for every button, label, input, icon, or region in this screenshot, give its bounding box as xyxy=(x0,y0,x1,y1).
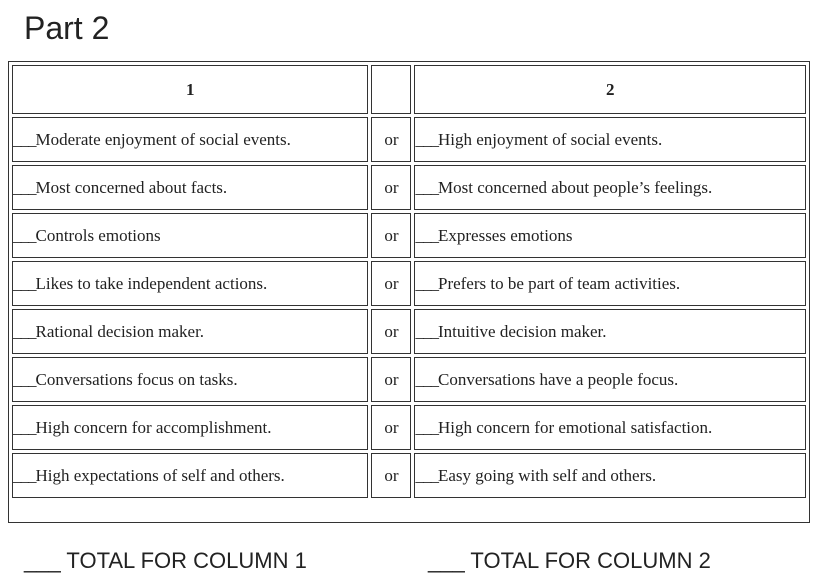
right-statement: Easy going with self and others. xyxy=(437,465,657,485)
row-left-cell xyxy=(12,261,368,306)
table-row xyxy=(12,117,806,162)
table-row xyxy=(12,261,806,306)
answer-blank[interactable]: ___ xyxy=(13,225,36,245)
answer-blank[interactable]: ___ xyxy=(13,321,36,341)
or-separator: or xyxy=(371,261,411,306)
right-statement: Most concerned about people’s feelings. xyxy=(437,177,713,197)
left-statement: High expectations of self and others. xyxy=(35,465,285,485)
table-row xyxy=(12,357,806,402)
answer-blank[interactable]: ___ xyxy=(415,177,438,197)
row-left-cell xyxy=(12,165,368,210)
answer-blank[interactable]: ___ xyxy=(415,129,438,149)
answer-blank[interactable]: ___ xyxy=(13,273,36,293)
answer-blank[interactable]: ___ xyxy=(415,465,438,485)
answer-blank[interactable]: ___ xyxy=(13,129,36,149)
right-statement: High concern for emotional satisfaction. xyxy=(437,417,713,437)
column-2-header: 2 xyxy=(414,65,806,114)
answer-blank[interactable]: ___ xyxy=(13,465,36,485)
row-right-cell xyxy=(414,453,806,498)
left-statement: High concern for accomplishment. xyxy=(35,417,272,437)
table-row xyxy=(12,309,806,354)
row-left-cell xyxy=(12,453,368,498)
column-or-header xyxy=(371,65,411,114)
answer-blank[interactable]: ___ xyxy=(415,369,438,389)
left-statement: Moderate enjoyment of social events. xyxy=(35,129,291,149)
answer-blank[interactable]: ___ xyxy=(13,417,36,437)
row-left-cell xyxy=(12,357,368,402)
total-column-2: ___ TOTAL FOR COLUMN 2 xyxy=(428,548,711,573)
table-row xyxy=(12,405,806,450)
answer-blank[interactable]: ___ xyxy=(415,225,438,245)
row-right-cell xyxy=(414,213,806,258)
row-right-cell xyxy=(414,309,806,354)
table-row xyxy=(12,213,806,258)
row-right-cell xyxy=(414,357,806,402)
right-statement: High enjoyment of social events. xyxy=(437,129,663,149)
total-column-1: ___ TOTAL FOR COLUMN 1 xyxy=(24,548,307,573)
row-left-cell xyxy=(12,405,368,450)
answer-blank[interactable]: ___ xyxy=(13,177,36,197)
left-statement: Likes to take independent actions. xyxy=(35,273,268,293)
row-right-cell xyxy=(414,405,806,450)
table-row xyxy=(12,165,806,210)
column-1-header: 1 xyxy=(12,65,368,114)
right-statement: Conversations have a people focus. xyxy=(437,369,679,389)
or-separator: or xyxy=(371,213,411,258)
or-separator: or xyxy=(371,117,411,162)
right-statement: Expresses emotions xyxy=(437,225,573,245)
table-header-row xyxy=(12,65,806,114)
left-statement: Controls emotions xyxy=(35,225,161,245)
left-statement: Most concerned about facts. xyxy=(35,177,228,197)
answer-blank[interactable]: ___ xyxy=(415,321,438,341)
left-statement: Rational decision maker. xyxy=(35,321,205,341)
left-statement: Conversations focus on tasks. xyxy=(35,369,238,389)
or-separator: or xyxy=(371,357,411,402)
row-left-cell xyxy=(12,117,368,162)
right-statement: Intuitive decision maker. xyxy=(437,321,607,341)
right-statement: Prefers to be part of team activities. xyxy=(437,273,681,293)
or-separator: or xyxy=(371,405,411,450)
answer-blank[interactable]: ___ xyxy=(415,273,438,293)
or-separator: or xyxy=(371,309,411,354)
table-row xyxy=(12,453,806,498)
questionnaire-table-frame xyxy=(8,61,810,523)
row-left-cell xyxy=(12,309,368,354)
answer-blank[interactable]: ___ xyxy=(415,417,438,437)
or-separator: or xyxy=(371,453,411,498)
row-right-cell xyxy=(414,165,806,210)
page-title: Part 2 xyxy=(24,10,110,46)
answer-blank[interactable]: ___ xyxy=(13,369,36,389)
row-left-cell xyxy=(12,213,368,258)
row-right-cell xyxy=(414,261,806,306)
or-separator: or xyxy=(371,165,411,210)
questionnaire-table xyxy=(9,62,809,501)
row-right-cell xyxy=(414,117,806,162)
